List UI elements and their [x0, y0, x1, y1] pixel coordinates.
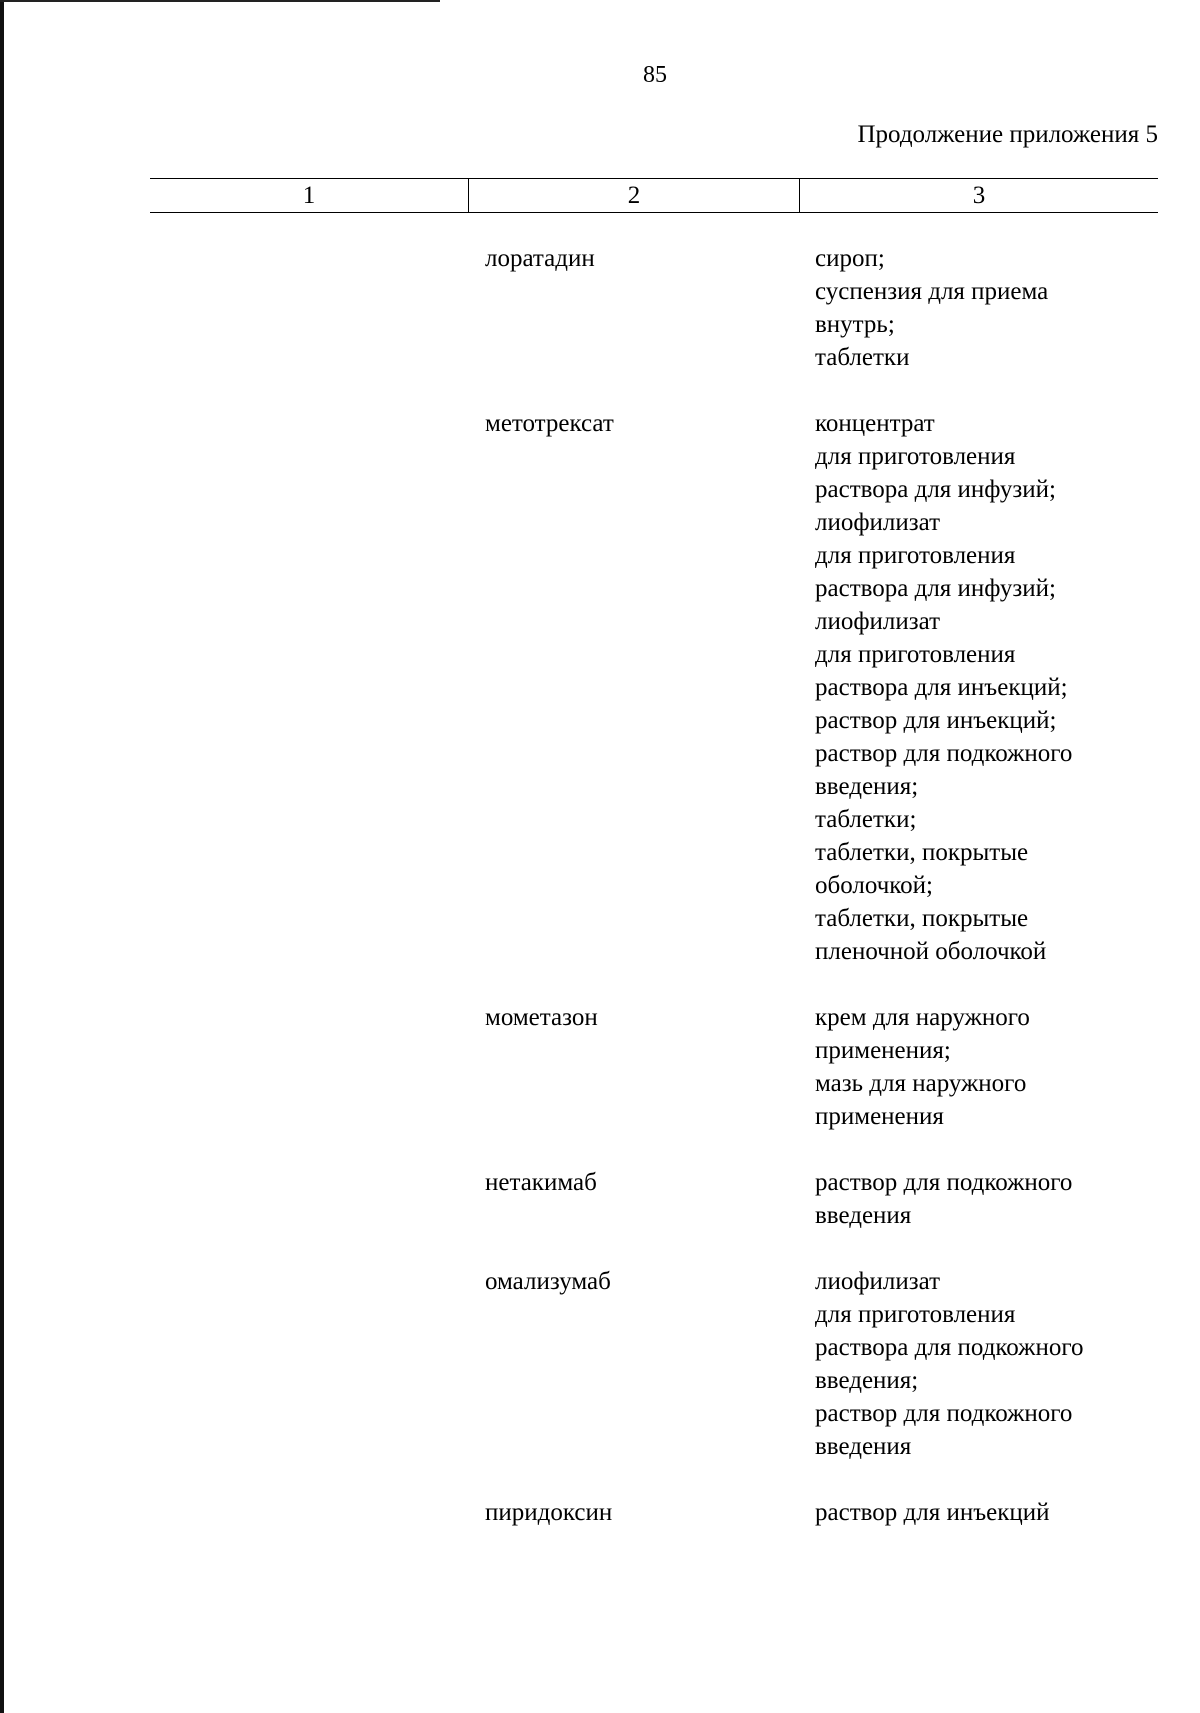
- table-body: [0, 242, 1200, 1562]
- drug-name: нетакимаб: [485, 1169, 597, 1196]
- table-row: [0, 1166, 1200, 1232]
- dosage-form-line: для приготовления: [815, 1301, 1016, 1328]
- drug-name: мометазон: [485, 1004, 598, 1031]
- table-row: [0, 1265, 1200, 1463]
- dosage-form-line: таблетки, покрытые: [815, 905, 1029, 932]
- dosage-form-line: для приготовления: [815, 641, 1016, 668]
- dosage-form-line: лиофилизат: [815, 509, 941, 536]
- dosage-forms: [815, 1001, 1200, 1133]
- dosage-forms: [815, 1265, 1200, 1463]
- table-header: [150, 178, 1158, 213]
- dosage-form-line: таблетки, покрытые: [815, 839, 1029, 866]
- table-row: [0, 242, 1200, 374]
- drug-name: омализумаб: [485, 1268, 611, 1295]
- dosage-form-line: таблетки: [815, 344, 910, 371]
- dosage-form-line: раствора для инъекций;: [815, 674, 1068, 701]
- appendix-continuation-note: Продолжение приложения 5: [857, 121, 1158, 148]
- dosage-form-line: введения: [815, 1433, 912, 1460]
- table-row: [0, 407, 1200, 968]
- dosage-form-line: раствор для инъекций;: [815, 707, 1057, 734]
- dosage-form-line: лиофилизат: [815, 1268, 941, 1295]
- dosage-form-line: введения: [815, 1202, 912, 1229]
- dosage-forms: [815, 1166, 1200, 1232]
- dosage-forms: [815, 1496, 1200, 1529]
- dosage-form-line: концентрат: [815, 410, 935, 437]
- dosage-forms: [815, 242, 1200, 374]
- dosage-form-line: лиофилизат: [815, 608, 941, 635]
- table-row: [0, 1496, 1200, 1529]
- dosage-form-line: раствор для подкожного: [815, 1400, 1073, 1427]
- dosage-form-line: оболочкой;: [815, 872, 933, 899]
- dosage-form-line: введения;: [815, 773, 919, 800]
- drug-name: метотрексат: [485, 410, 614, 437]
- dosage-form-line: введения;: [815, 1367, 919, 1394]
- dosage-form-line: применения: [815, 1103, 944, 1130]
- dosage-form-line: сироп;: [815, 245, 885, 272]
- dosage-forms: [815, 407, 1200, 968]
- header-col-2: 2: [469, 179, 800, 212]
- dosage-form-line: раствора для подкожного: [815, 1334, 1084, 1361]
- dosage-form-line: пленочной оболочкой: [815, 938, 1047, 965]
- table-row: [0, 1001, 1200, 1133]
- dosage-form-line: таблетки;: [815, 806, 917, 833]
- dosage-form-line: мазь для наружного: [815, 1070, 1027, 1097]
- dosage-form-line: применения;: [815, 1037, 951, 1064]
- dosage-form-line: раствор для подкожного: [815, 740, 1073, 767]
- dosage-form-line: для приготовления: [815, 443, 1016, 470]
- header-col-1: 1: [150, 179, 469, 212]
- dosage-form-line: для приготовления: [815, 542, 1016, 569]
- dosage-form-line: суспензия для приема: [815, 278, 1049, 305]
- dosage-form-line: раствора для инфузий;: [815, 476, 1056, 503]
- dosage-form-line: раствор для подкожного: [815, 1169, 1073, 1196]
- dosage-form-line: крем для наружного: [815, 1004, 1030, 1031]
- dosage-form-line: раствора для инфузий;: [815, 575, 1056, 602]
- page-number: 85: [643, 62, 667, 88]
- drug-name: пиридоксин: [485, 1499, 613, 1526]
- header-col-3: 3: [972, 182, 986, 209]
- scan-edge-top: [0, 0, 440, 2]
- drug-name: лоратадин: [485, 245, 595, 272]
- dosage-form-line: внутрь;: [815, 311, 895, 338]
- dosage-form-line: раствор для инъекций: [815, 1499, 1050, 1526]
